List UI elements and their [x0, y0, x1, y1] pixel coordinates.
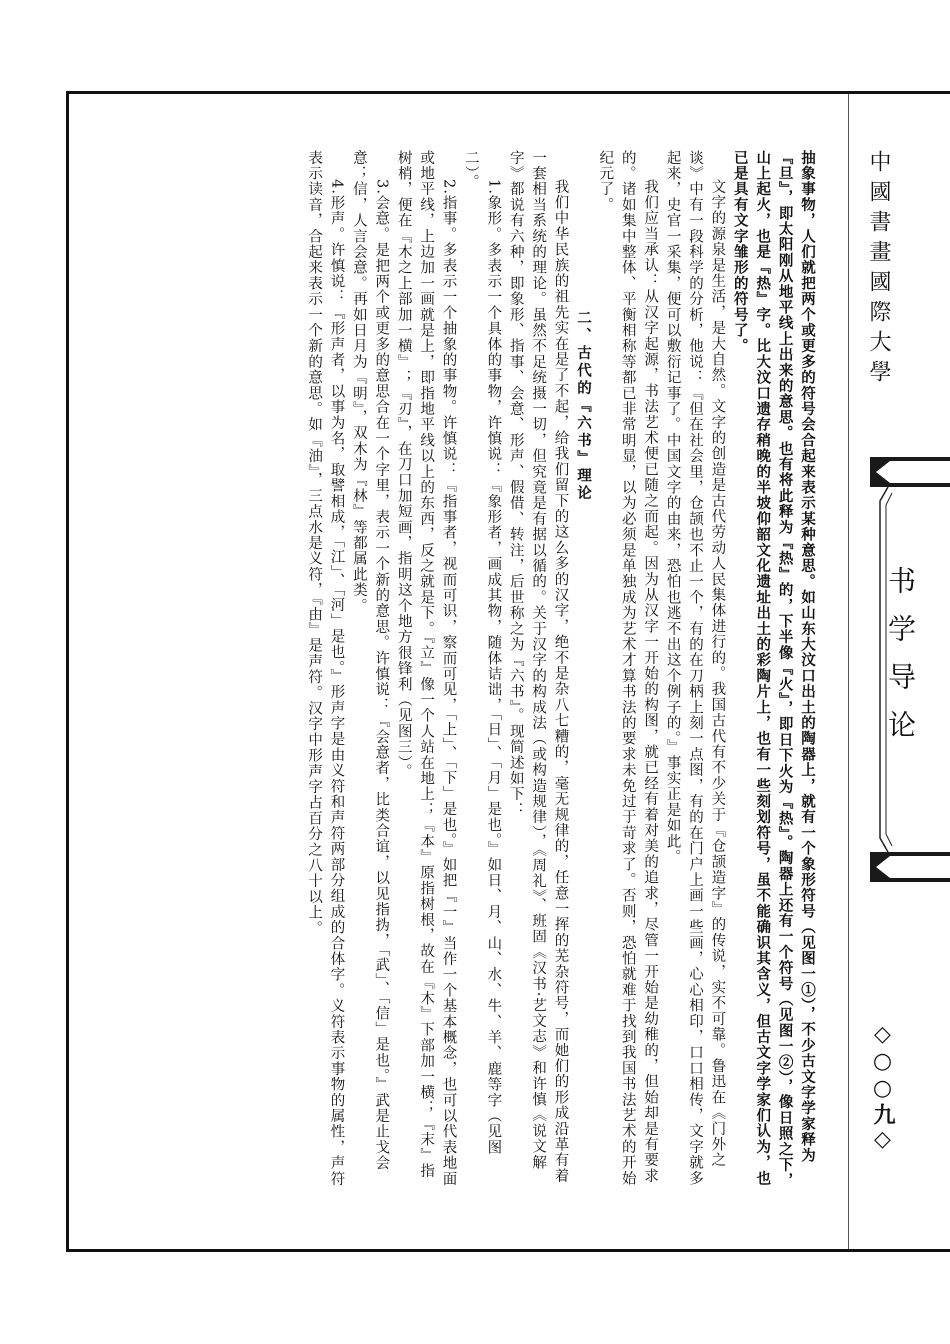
page-number: ◇○○九◇	[870, 1022, 895, 1154]
paragraph-3: 我们应当承认：从汉字起源，书法艺术便已随之而起。因为从汉字一开始的构图，就已经有着对美的追求，尽管一开始是幼稚的，但始却是有要求的。诸如集中整体、平衡相称等都已非常明显，以为必须是单独成为艺术才算书法的要求未免过于苛求了。否则，恐怕就难于找到我国书法艺术的开始纪元了。	[597, 150, 659, 1187]
paragraph-1: 抽象事物，人们就把两个或更多的符号会合起来表示某种意思。如山东大汶口出土的陶器上，就有一个象形符号（见图一①），不少古文字学家释为『旦』，即太阳刚从地平线上出来的意思。也有将此释为『热』的，下半像『火』，即日下火为『热』。陶器上还有一个符号（见图一②），像日照之下，山上起火，也是『热』字。比大汶口遗存稍晚的半坡仰韶文化遗址出土的彩陶片上，也有一些刻划符号，虽不能确识其含义，但古文字学家们认为，也已是具有文字雏形的符号了。	[731, 150, 816, 1189]
page-frame-bottom-border	[66, 1249, 950, 1252]
paragraph-zhishi: 2.指事。多表示一个抽象的事物。许慎说：『指事者，视而可识，察而可见，「上」、「下」是也。』如把『一』当作一个基本概念，也可以代表地面或地平线，上边加一画就是上，即指地平线以上的东西，反之就是下。『立』像一个人站在地上；『本』原指树根，故在『木』下部加一横；『末』指树梢，便在『木之上部加一横』；『刃』，在刀口加短画，指明这个地方很锋利（见图三）。	[395, 150, 457, 1187]
main-text	[92, 150, 818, 1190]
book-title: 书学导论	[884, 566, 917, 758]
paragraph-4: 我们中华民族的祖先实在是了不起，给我们留下的这么多的汉字，绝不是杂八七糟的，毫无规律的，任意一挥的芜杂符号，而她们的形成沿革有着一套相当系统的理论。虽然不足统摄一切，但究竟是有据以循的。关于汉字的构成法（或构造规律），《周礼》、班固《汉书·艺文志》和许慎《说文解字》都说有六种，即象形、指事、会意、形声、假借、转注，后世称之为『六书』。现简述如下：	[507, 150, 569, 1184]
paragraph-huiyi: 3.会意。是把两个或更多的意思合在一个字里，表示一个新的意思。许慎说：『会意者，比类合谊，以见指㧑，「武」、「信」是也。』武是止戈会意；信，人言会意。再如日月为『明』，双木为『林』等都属此类。	[350, 150, 390, 1172]
title-band-bottom	[870, 852, 950, 882]
page-frame-left-border	[66, 91, 69, 1252]
section-heading: 二、古代的『六书』理论	[574, 310, 592, 503]
paragraph-2: 文字的源泉是生活，是大自然。文字的创造是古代劳动人民集体进行的。我国古代有不少关于『仓颉造字』的传说，实不可靠。鲁迅在《门外之谈》中有一段科学的分析，他说：『但在社会里，仓颉也不止一个，有的在刀柄上刻一点图，有的在门户上画一些画，心心相印，口口相传，文字就多起来，史官一采集，便可以敷衍记事了。中国文字的由来，恐怕也逃不出这个例子的。』事实正是如此。	[664, 150, 726, 1187]
band-bottom-ornament	[870, 852, 950, 882]
paragraph-xingsheng: 4.形声。许慎说：『形声者，以事为名，取譬相成，「江」、「河」是也。』形声字是由义符和声符两部分组成的合体字。义符表示事物的属性，声符表示读音，合起来表示一个新的意思。如『油』，三点水是义符，『由』是声符。汉字中形声字占百分之八十以上。	[306, 150, 345, 1187]
sidebar-divider	[848, 94, 849, 1249]
page-frame-top-border	[66, 91, 950, 94]
band-top-ornament	[870, 457, 950, 487]
title-band-top	[870, 457, 950, 487]
university-name: 中國書畫國際大學	[866, 150, 891, 390]
paragraph-xiangxing: 1.象形。多表示一个具体的事物，许慎说：『象形者，画成其物，随体诘诎，「日」、「月」是也。』如日、月、山、水、牛、羊、鹿等字（见图二）。	[462, 150, 502, 1156]
